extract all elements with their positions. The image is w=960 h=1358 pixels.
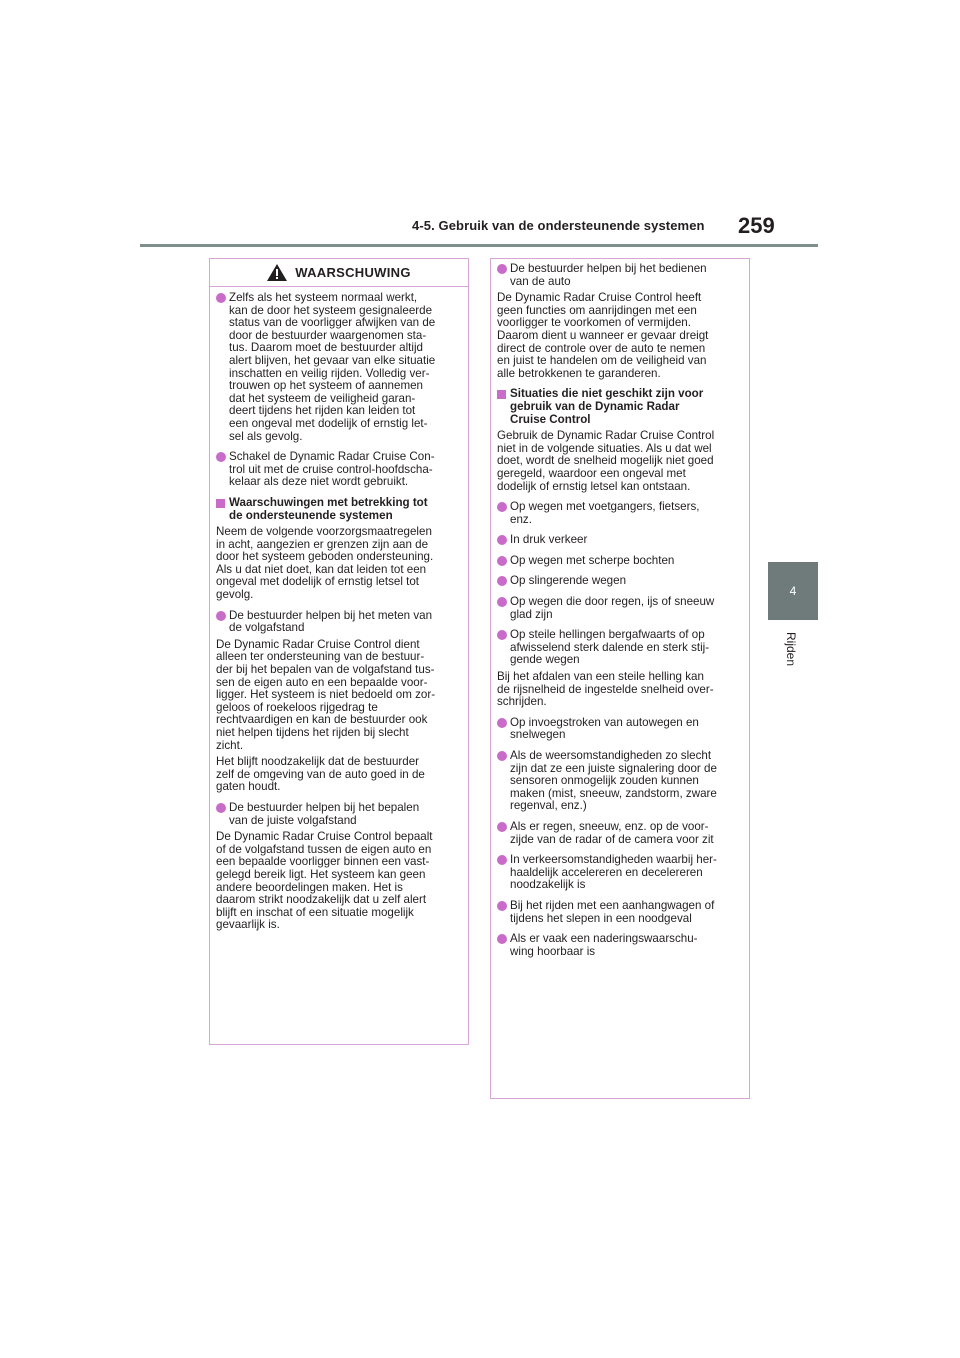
bullet-item (497, 821, 743, 846)
round-bullet-icon (497, 901, 507, 911)
limitations-box (490, 258, 750, 1099)
item-text: De bestuurder helpen bij het bepalen van de juiste volgafstand (229, 800, 420, 827)
paragraph: Neem de volgende voorzorgsmaatregelen in acht, aangezien er grenzen zijn aan de door het systeem geboden ondersteuning. Als u dat niet doet, kan dat leiden tot een ongeval met dodelijk of ernstig letsel tot gevolg. (216, 525, 434, 602)
warning-header (210, 259, 468, 287)
item-text: Situaties die niet geschikt zijn voor gebruik van de Dynamic Radar Cruise Control (510, 387, 704, 426)
round-bullet-icon (497, 751, 507, 761)
item-text: Als er vaak een naderingswaarschu- wing hoorbaar is (510, 932, 698, 958)
warning-box (209, 258, 469, 1045)
square-bullet-icon (216, 499, 225, 508)
square-bullet-icon (497, 390, 506, 399)
bullet-item (497, 596, 743, 621)
round-bullet-icon (497, 822, 507, 832)
warning-content (210, 287, 468, 932)
section-title: 4-5. Gebruik van de ondersteunende systemen (412, 218, 705, 233)
round-bullet-icon (497, 597, 507, 607)
round-bullet-icon (497, 502, 507, 512)
round-bullet-icon (497, 576, 507, 586)
paragraph: De Dynamic Radar Cruise Control heeft geen functies om aanrijdingen met een voorligger te voorkomen of vermijden. Daarom dient u wanneer er gevaar dreigt direct de controle over de auto te nemen en juist te handelen om de veiligheid van alle betrokkenen te garanderen. (497, 291, 709, 380)
round-bullet-icon (497, 718, 507, 728)
bullet-item (497, 854, 743, 892)
bullet-item (497, 534, 743, 547)
round-bullet-icon (216, 293, 226, 303)
bullet-item (216, 802, 462, 827)
item-text: Op slingerende wegen (510, 574, 627, 588)
round-bullet-icon (497, 264, 507, 274)
page-number: 259 (738, 213, 775, 238)
item-text: Op steile hellingen bergafwaarts of op afwisselend sterk dalende en sterk stij- gende wegen (510, 628, 710, 667)
chapter-label: Rijden (784, 632, 798, 667)
bullet-item (497, 501, 743, 526)
paragraph: Gebruik de Dynamic Radar Cruise Control niet in de volgende situaties. Als u dat wel doet, wordt de snelheid mogelijk niet goed geregeld, waardoor een ongeval met dodelijk of ernstig letsel kan ontstaan. (497, 429, 715, 493)
bullet-item (497, 629, 743, 667)
bullet-item (216, 451, 462, 489)
item-text: Op invoegstroken van autowegen en snelwegen (510, 715, 699, 742)
paragraph: De Dynamic Radar Cruise Control bepaalt of de volgafstand tussen de eigen auto en een bepaalde voorligger binnen een vast- gelegd bereik ligt. Het systeem kan geen andere beoordelingen maken. Het is daarom strikt noodzakelijk dat u zelf alert blijft en inschat of een situatie mogelijk gevaarlijk is. (216, 830, 433, 932)
round-bullet-icon (497, 556, 507, 566)
round-bullet-icon (216, 803, 226, 813)
bullet-item (497, 717, 743, 742)
header-divider (140, 244, 818, 247)
bullet-item (497, 750, 743, 813)
item-text: In druk verkeer (510, 533, 588, 547)
item-text: De bestuurder helpen bij het meten van de volgafstand (229, 608, 433, 635)
item-text: Op wegen met scherpe bochten (510, 553, 675, 567)
paragraph: Bij het afdalen van een steile helling kan de rijsnelheid de ingestelde snelheid over- schrijden. (497, 670, 714, 709)
round-bullet-icon (216, 611, 226, 621)
bullet-item (497, 933, 743, 958)
round-bullet-icon (497, 855, 507, 865)
item-text: Op wegen met voetgangers, fietsers, enz. (510, 500, 700, 526)
item-text: Zelfs als het systeem normaal werkt, kan de door het systeem gesignaleerde status van de voorligger afwijken van de door de bestuurder waargenomen sta- tus. Daarom moet de bestuurder altijd alert blijven, het gevaar van elke situatie inschatten en veilig rijden. Volledig ver- trouwen op het systeem of aannemen dat het systeem de veiligheid garan- deert tijdens het rijden kan leiden tot een ongeval met dodelijk of ernstig let- sel als gevolg. (229, 291, 436, 443)
round-bullet-icon (497, 630, 507, 640)
bullet-item (216, 610, 462, 635)
item-text: Op wegen die door regen, ijs of sneeuw glad zijn (510, 595, 715, 621)
round-bullet-icon (497, 934, 507, 944)
item-text: Bij het rijden met een aanhangwagen of tijdens het slepen in een noodgeval (510, 898, 715, 925)
round-bullet-icon (497, 535, 507, 545)
subheading (497, 388, 743, 426)
bullet-item (216, 292, 462, 443)
warning-title: WAARSCHUWING (295, 265, 411, 280)
bullet-item (497, 575, 743, 588)
item-text: Schakel de Dynamic Radar Cruise Con- trol uit met de cruise control-hoofdscha- kelaar als deze niet wordt gebruikt. (229, 450, 435, 489)
bullet-item (497, 263, 743, 288)
subheading (216, 497, 462, 522)
chapter-number: 4 (789, 584, 797, 598)
bullet-item (497, 900, 743, 925)
round-bullet-icon (216, 452, 226, 462)
item-text: Waarschuwingen met betrekking tot de ondersteunende systemen (229, 495, 428, 522)
bullet-item (497, 555, 743, 568)
paragraph: De Dynamic Radar Cruise Control dient alleen ter ondersteuning van de bestuur- der bij het bepalen van de volgafstand tus- sen de eigen auto en een bepaalde voor- ligger. Het systeem is niet bedoeld om zor- geloos of roekeloos rijgedrag te rechtvaardigen en kan de bestuurder ook niet helpen tijdens het rijden bij slecht zicht. (216, 637, 436, 752)
item-text: Als de weersomstandigheden zo slecht zijn dat ze een juiste signalering door de sensoren onmogelijk zouden kunnen maken (mist, sneeuw, zandstorm, zware regenval, enz.) (510, 749, 717, 813)
warning-triangle-icon (267, 264, 287, 281)
item-text: De bestuurder helpen bij het bedienen van de auto (510, 262, 707, 288)
item-text: In verkeersomstandigheden waarbij her- haaldelijk accelereren en decelereren noodzakelijk is (510, 853, 717, 892)
chapter-tab[interactable] (768, 562, 818, 620)
paragraph: Het blijft noodzakelijk dat de bestuurder zelf de omgeving van de auto goed in de gaten houdt. (216, 755, 425, 794)
limitations-content (491, 259, 749, 958)
item-text: Als er regen, sneeuw, enz. op de voor- zijde van de radar of de camera voor zit (510, 819, 714, 846)
